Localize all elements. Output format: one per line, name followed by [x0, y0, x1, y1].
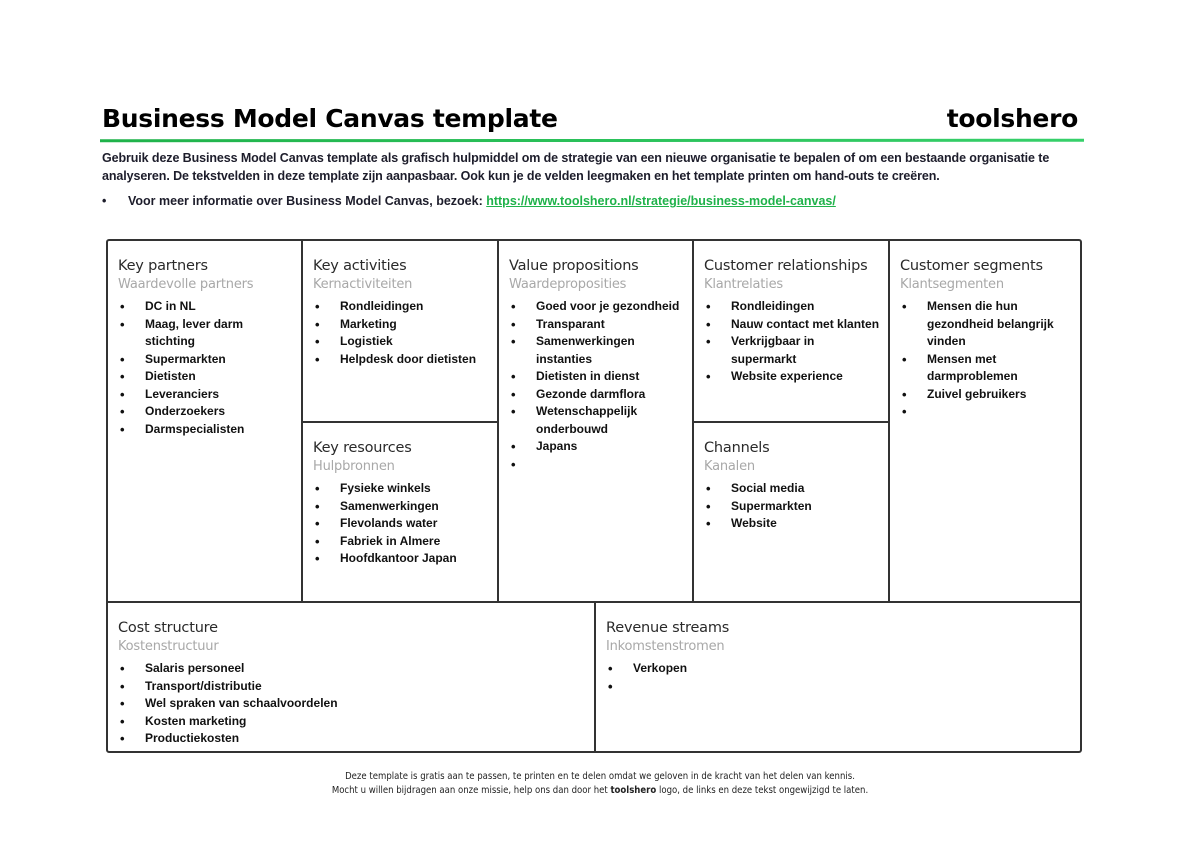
- cell-key-activities: [303, 241, 499, 423]
- list-item: • Wel spraken van schaalvoordelen: [118, 695, 588, 713]
- list-item: • Salaris personeel: [118, 660, 588, 678]
- title-rule: [100, 139, 1084, 143]
- list-item: • Verkopen: [606, 660, 1074, 678]
- list-item: • Transport/distributie: [118, 678, 588, 696]
- page-title: Business Model Canvas template: [102, 104, 558, 133]
- list-item: • Goed voor je gezondheid: [509, 298, 686, 316]
- info-text: Voor meer informatie over Business Model Canvas, bezoek:: [128, 194, 487, 208]
- intro-paragraph: Gebruik deze Business Model Canvas template als grafisch hulpmiddel om de strategie van een nieuwe organisatie te bepalen of om een bestaande organisatie te analyseren. De tekstvelden in deze template zijn aanpasbaar. Ook kun je de velden leegmaken en het template printen om hand-outs te creëren.: [102, 151, 1050, 183]
- list-item: • Transparant: [509, 316, 686, 334]
- list-item: • Rondleidingen: [313, 298, 491, 316]
- list-item: • DC in NL: [118, 298, 295, 316]
- list-item: • Fabriek in Almere: [313, 533, 491, 551]
- list-item: • Gezonde darmflora: [509, 386, 686, 404]
- cell-title: Value propositions: [509, 258, 639, 274]
- list-item: • Fysieke winkels: [313, 480, 491, 498]
- footer-note: [0, 770, 1200, 798]
- list-item: • Wetenschappelijk onderbouwd: [509, 403, 686, 438]
- cell-title: Channels: [704, 440, 770, 456]
- cell-customer-segments: [890, 241, 1080, 601]
- cell-subtitle: Waardeproposities: [509, 277, 627, 292]
- list-item: • Supermarkten: [704, 498, 882, 516]
- list-item: • Dietisten: [118, 368, 295, 386]
- cell-subtitle: Kernactiviteiten: [313, 277, 413, 292]
- cell-subtitle: Kanalen: [704, 459, 755, 474]
- list-item: • Kosten marketing: [118, 713, 588, 731]
- cell-title: Key partners: [118, 258, 208, 274]
- list-item: • Leveranciers: [118, 386, 295, 404]
- list-item: • Supermarkten: [118, 351, 295, 369]
- cell-list: [704, 298, 882, 386]
- list-item: • Maag, lever darm stichting: [118, 316, 295, 351]
- cell-title: Revenue streams: [606, 620, 730, 636]
- cell-list: [118, 298, 295, 438]
- footer-line-2-post: logo, de links en deze tekst ongewijzigd te laten.: [656, 785, 869, 796]
- list-item: • Hoofdkantoor Japan: [313, 550, 491, 568]
- cell-subtitle: Inkomstenstromen: [606, 639, 725, 654]
- list-item: • Flevolands water: [313, 515, 491, 533]
- list-item: • Rondleidingen: [704, 298, 882, 316]
- cell-customer-relationships: [694, 241, 890, 423]
- cell-title: Cost structure: [118, 620, 218, 636]
- list-item: • Productiekosten: [118, 730, 588, 748]
- cell-list: [704, 480, 882, 533]
- list-item: • Marketing: [313, 316, 491, 334]
- cell-revenue-streams: [596, 601, 1080, 751]
- cell-subtitle: Klantsegmenten: [900, 277, 1004, 292]
- info-link[interactable]: https://www.toolshero.nl/strategie/business-model-canvas/: [486, 194, 836, 208]
- brand-logo: toolshero: [946, 104, 1078, 133]
- list-item: • Onderzoekers: [118, 403, 295, 421]
- list-item: • Website: [704, 515, 882, 533]
- list-item: • Logistiek: [313, 333, 491, 351]
- cell-list: [313, 480, 491, 568]
- list-item: • Dietisten in dienst: [509, 368, 686, 386]
- bullet-icon: •: [102, 194, 107, 208]
- list-item: • Nauw contact met klanten: [704, 316, 882, 334]
- cell-subtitle: Klantrelaties: [704, 277, 783, 292]
- list-item: • Social media: [704, 480, 882, 498]
- cell-list: [509, 298, 686, 456]
- list-item: • Samenwerkingen: [313, 498, 491, 516]
- cell-title: Key activities: [313, 258, 407, 274]
- cell-title: Customer relationships: [704, 258, 868, 274]
- cell-title: Key resources: [313, 440, 412, 456]
- footer-line-1: Deze template is gratis aan te passen, te printen en te delen omdat we geloven in de kracht van het delen van kennis.: [345, 771, 855, 782]
- cell-list: [900, 298, 1074, 403]
- business-model-canvas: [106, 239, 1082, 753]
- list-item: • Darmspecialisten: [118, 421, 295, 439]
- list-item: • Mensen die hun gezondheid belangrijk vinden: [900, 298, 1074, 351]
- list-item: • Mensen met darmproblemen: [900, 351, 1074, 386]
- cell-channels: [694, 423, 890, 601]
- cell-key-partners: [108, 241, 303, 601]
- cell-list: [118, 660, 588, 748]
- cell-subtitle: Hulpbronnen: [313, 459, 395, 474]
- list-item: • Website experience: [704, 368, 882, 386]
- list-item: • Zuivel gebruikers: [900, 386, 1074, 404]
- cell-list: [606, 660, 1074, 678]
- cell-cost-structure: [108, 601, 596, 751]
- footer-brand: toolshero: [610, 785, 657, 796]
- list-item: • Verkrijgbaar in supermarkt: [704, 333, 882, 368]
- cell-subtitle: Kostenstructuur: [118, 639, 219, 654]
- footer-line-2: [0, 784, 1200, 798]
- info-bullet: [102, 194, 836, 208]
- list-item: • Japans: [509, 438, 686, 456]
- cell-title: Customer segments: [900, 258, 1043, 274]
- cell-subtitle: Waardevolle partners: [118, 277, 254, 292]
- footer-line-2-pre: Mocht u willen bijdragen aan onze missie, help ons dan door het: [331, 785, 611, 796]
- cell-value-propositions: [499, 241, 694, 601]
- list-item: • Samenwerkingen instanties: [509, 333, 686, 368]
- cell-list: [313, 298, 491, 368]
- list-item: • Helpdesk door dietisten: [313, 351, 491, 369]
- cell-key-resources: [303, 423, 499, 601]
